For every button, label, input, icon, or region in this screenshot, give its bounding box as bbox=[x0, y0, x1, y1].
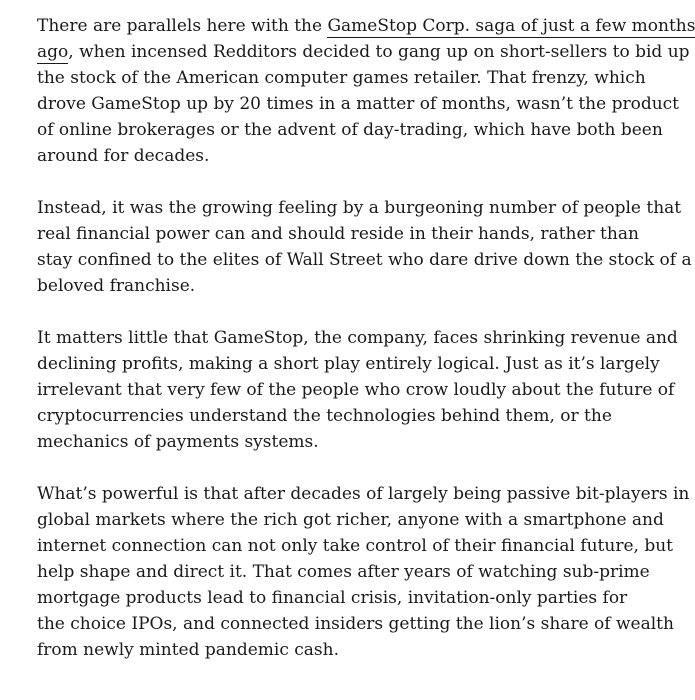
text-line bbox=[37, 559, 650, 585]
text-segment: It matters little that GameStop, the company, faces shrinking revenue and bbox=[37, 328, 678, 348]
text-line bbox=[37, 247, 692, 273]
text-line bbox=[37, 403, 612, 429]
text-line bbox=[37, 377, 675, 403]
article-body bbox=[37, 13, 695, 689]
article-paragraph bbox=[37, 325, 678, 455]
text-segment: internet connection can not only take control of their financial future, but bbox=[37, 536, 673, 556]
article-paragraph bbox=[37, 195, 692, 299]
text-line bbox=[37, 273, 607, 299]
text-segment: There are parallels here with the bbox=[37, 16, 328, 36]
text-line bbox=[37, 143, 607, 169]
text-segment: cryptocurrencies understand the technologies behind them, or the bbox=[37, 406, 612, 426]
text-line bbox=[37, 429, 607, 455]
gamestop-saga-link[interactable]: ago bbox=[37, 42, 69, 62]
text-line bbox=[37, 221, 639, 247]
text-line bbox=[37, 585, 628, 611]
text-segment: mortgage products lead to financial crisis, invitation-only parties for bbox=[37, 588, 628, 608]
text-segment: around for decades. bbox=[37, 146, 210, 166]
text-line bbox=[37, 117, 663, 143]
text-segment: declining profits, making a short play entirely logical. Just as it’s largely bbox=[37, 354, 660, 374]
text-line bbox=[37, 637, 607, 663]
text-segment: Instead, it was the growing feeling by a burgeoning number of people that bbox=[37, 198, 682, 218]
text-segment: global markets where the rich got richer, anyone with a smartphone and bbox=[37, 510, 664, 530]
text-segment: What’s powerful is that after decades of largely being passive bit-players in bbox=[37, 484, 690, 504]
article-paragraph bbox=[37, 13, 695, 169]
text-line bbox=[37, 481, 690, 507]
text-segment: real financial power can and should reside in their hands, rather than bbox=[37, 224, 639, 244]
text-segment: the stock of the American computer games retailer. That frenzy, which bbox=[37, 68, 646, 88]
text-segment: stay confined to the elites of Wall Street who dare drive down the stock of a bbox=[37, 250, 692, 270]
text-line bbox=[37, 65, 646, 91]
text-line bbox=[37, 507, 664, 533]
text-line bbox=[37, 325, 678, 351]
text-line bbox=[37, 39, 690, 65]
text-segment: drove GameStop up by 20 times in a matter of months, wasn’t the product bbox=[37, 94, 679, 114]
text-line bbox=[37, 91, 679, 117]
gamestop-saga-link[interactable]: GameStop Corp. saga of just a few months bbox=[327, 16, 695, 36]
text-segment: , when incensed Redditors decided to gang up on short-sellers to bid up bbox=[68, 42, 690, 62]
text-segment: mechanics of payments systems. bbox=[37, 432, 319, 452]
text-line bbox=[37, 195, 682, 221]
text-segment: of online brokerages or the advent of day-trading, which have both been bbox=[37, 120, 663, 140]
text-line bbox=[37, 533, 673, 559]
text-line bbox=[37, 611, 674, 637]
text-line bbox=[37, 351, 660, 377]
article-paragraph bbox=[37, 481, 690, 663]
text-segment: irrelevant that very few of the people who crow loudly about the future of bbox=[37, 380, 675, 400]
text-segment: from newly minted pandemic cash. bbox=[37, 640, 339, 660]
text-segment: the choice IPOs, and connected insiders getting the lion’s share of wealth bbox=[37, 614, 674, 634]
text-segment: help shape and direct it. That comes after years of watching sub-prime bbox=[37, 562, 650, 582]
text-line bbox=[37, 13, 695, 39]
text-segment: beloved franchise. bbox=[37, 276, 196, 296]
